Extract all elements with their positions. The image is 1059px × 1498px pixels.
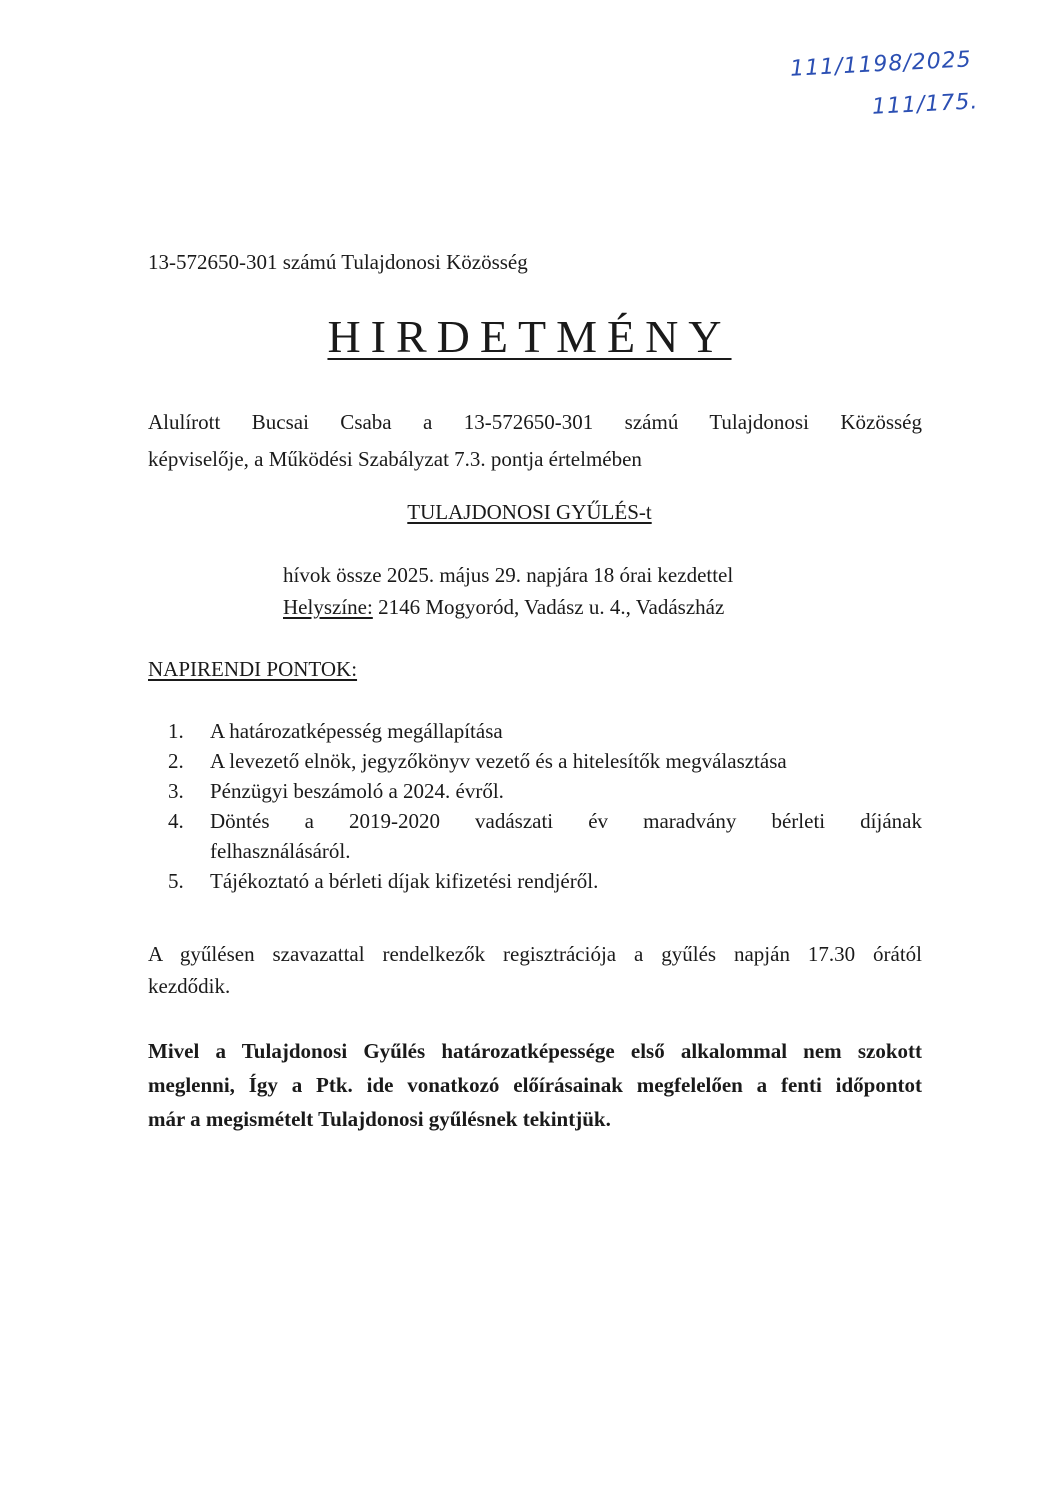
notice-line: meglenni, Így a Ptk. ide vonatkozó előírásainak megfelelően a fenti időpontot <box>148 1073 922 1097</box>
meeting-location-line <box>283 594 724 621</box>
agenda-item-text: Pénzügyi beszámoló a 2024. évről. <box>210 779 504 803</box>
agenda-list <box>168 716 922 896</box>
registration-paragraph <box>148 938 922 1002</box>
agenda-item-number: 1. <box>168 719 184 743</box>
agenda-item <box>168 776 922 806</box>
location-value: 2146 Mogyoród, Vadász u. 4., Vadászház <box>372 595 725 619</box>
meeting-date-line: hívok össze 2025. május 29. napjára 18 órai kezdettel <box>283 563 734 587</box>
agenda-item <box>168 716 922 746</box>
agenda-item <box>168 866 922 896</box>
agenda-item-text-line: Döntés a 2019-2020 vadászati év maradvány bérleti díjának <box>210 809 922 833</box>
handwritten-reference-subnumber: 111/175. <box>871 89 979 120</box>
agenda-item-number: 2. <box>168 749 184 773</box>
location-label: Helyszíne: <box>283 595 373 619</box>
agenda-item-number: 4. <box>168 809 184 833</box>
registration-line: kezdődik. <box>148 974 231 998</box>
notice-line: már a megismételt Tulajdonosi gyűlésnek tekintjük. <box>148 1107 611 1131</box>
document-title: HIRDETMÉNY <box>327 311 732 362</box>
agenda-item-text: A határozatképesség megállapítása <box>210 719 503 743</box>
intro-paragraph <box>148 404 922 478</box>
repeated-meeting-notice <box>148 1034 922 1136</box>
meeting-type-heading: TULAJDONOSI GYŰLÉS-t <box>407 500 652 524</box>
agenda-item-number: 3. <box>168 779 184 803</box>
intro-line: Alulírott Bucsai Csaba a 13-572650-301 számú Tulajdonosi Közösség <box>148 410 922 434</box>
agenda-item <box>168 746 922 776</box>
agenda-item-number: 5. <box>168 869 184 893</box>
community-header: 13-572650-301 számú Tulajdonosi Közösség <box>148 250 528 274</box>
agenda-item-text-line: felhasználásáról. <box>210 839 351 863</box>
agenda-item-text <box>210 806 922 866</box>
agenda-item <box>168 806 922 866</box>
agenda-item-text: Tájékoztató a bérleti díjak kifizetési rendjéről. <box>210 869 599 893</box>
agenda-item-text: A levezető elnök, jegyzőkönyv vezető és a hitelesítők megválasztása <box>210 749 787 773</box>
registration-line: A gyűlésen szavazattal rendelkezők regisztrációja a gyűlés napján 17.30 órától <box>148 942 922 966</box>
agenda-heading: NAPIRENDI PONTOK: <box>148 657 358 681</box>
notice-line: Mivel a Tulajdonosi Gyűlés határozatképessége első alkalommal nem szokott <box>148 1039 922 1063</box>
handwritten-reference-number: 111/1198/2025 <box>789 47 973 82</box>
intro-line: képviselője, a Működési Szabályzat 7.3. pontja értelmében <box>148 447 642 471</box>
